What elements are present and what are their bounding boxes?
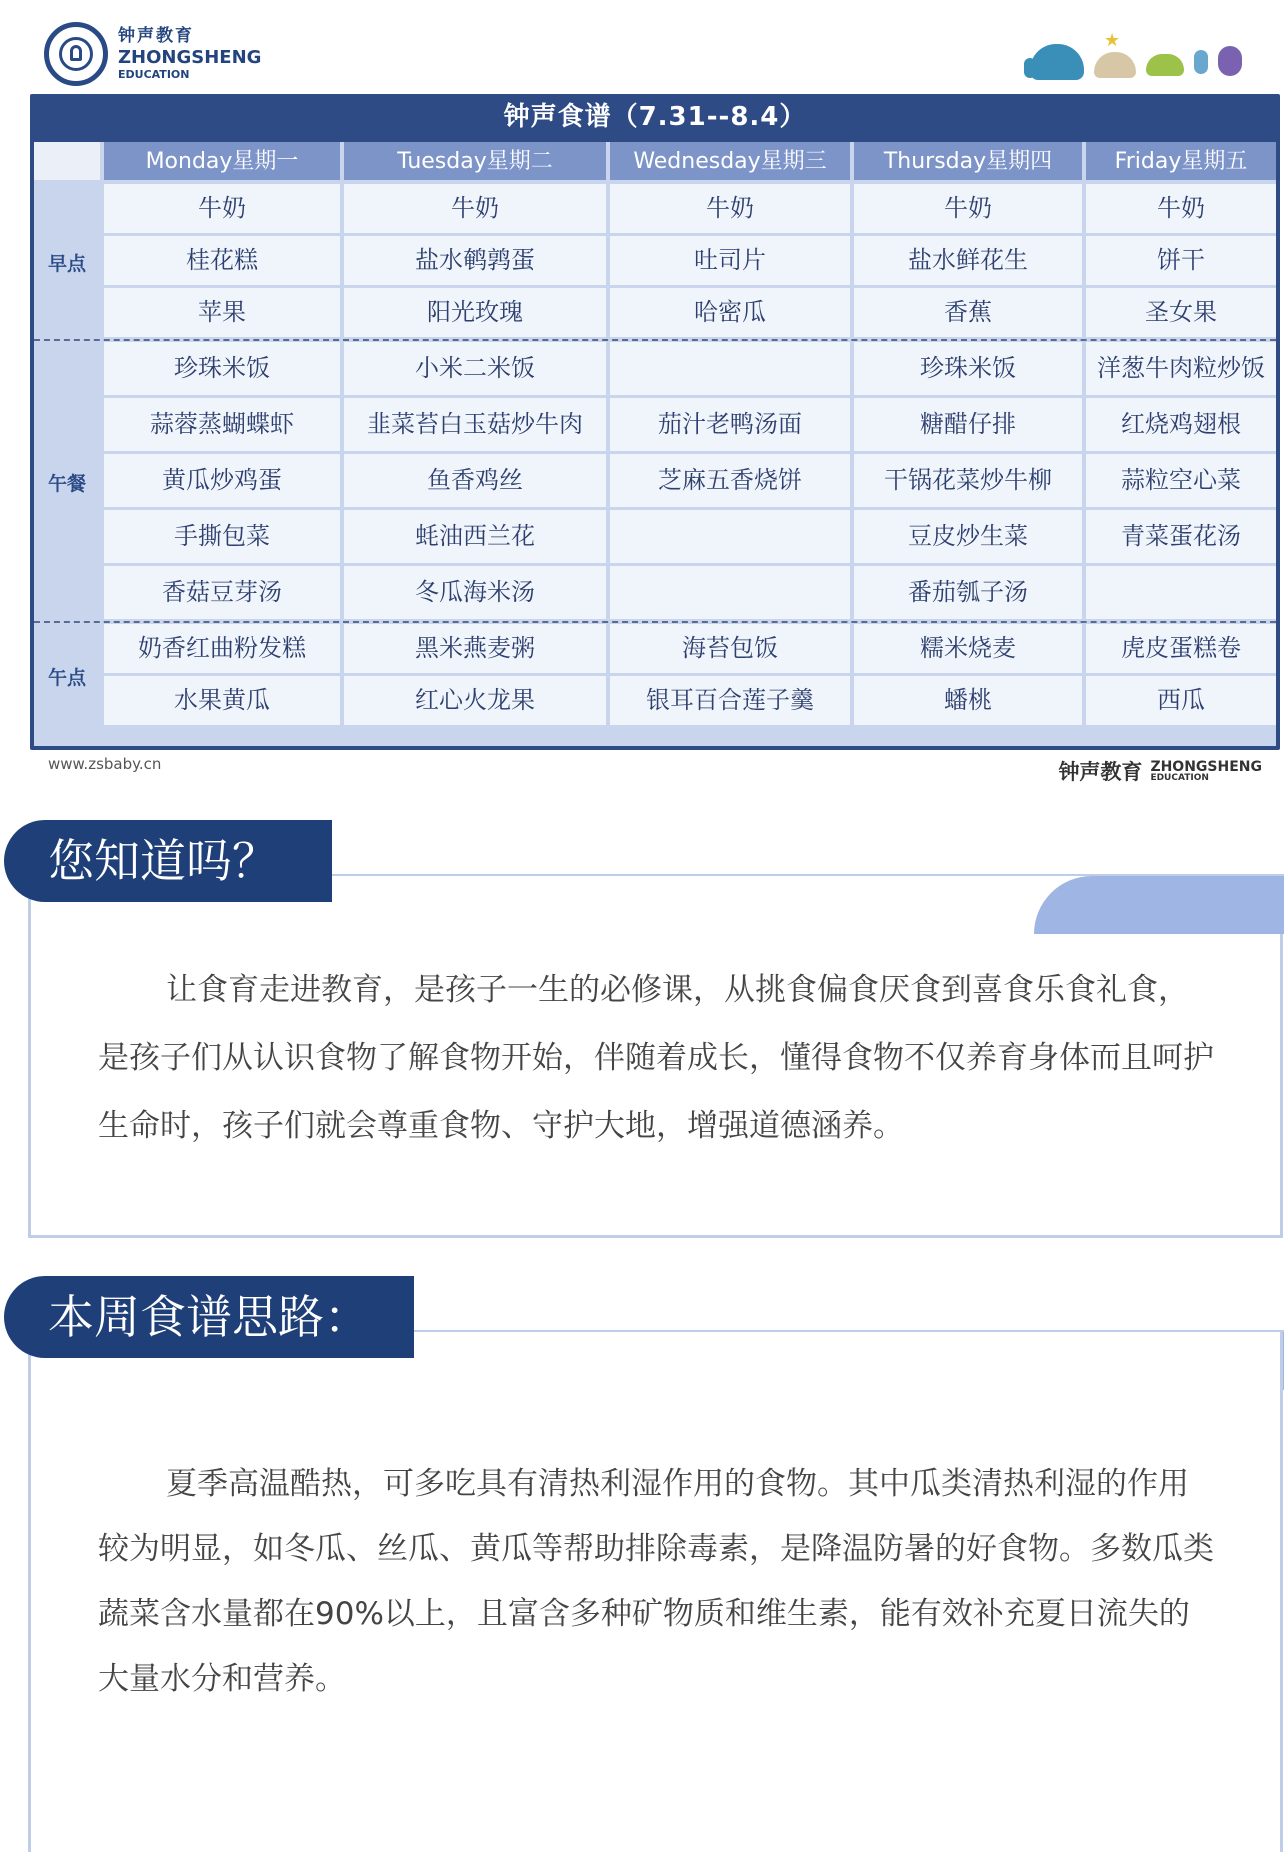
day-header: Thursday星期四 <box>854 142 1082 180</box>
menu-cell: 黑米燕麦粥 <box>344 624 606 673</box>
menu-cell: 银耳百合莲子羹 <box>610 676 850 725</box>
logo-text <box>118 28 261 80</box>
menu-cell: 鱼香鸡丝 <box>344 454 606 507</box>
animal-parade-icon <box>1030 30 1260 84</box>
menu-cell: 牛奶 <box>1086 184 1276 233</box>
menu-cell: 红心火龙果 <box>344 676 606 725</box>
meal-divider <box>34 621 1276 623</box>
elephant-icon <box>1030 44 1084 80</box>
menu-cell: 牛奶 <box>610 184 850 233</box>
logo-sub: EDUCATION <box>118 68 190 81</box>
menu-cell: 香蕉 <box>854 288 1082 337</box>
day-header: Friday星期五 <box>1086 142 1276 180</box>
logo-cn: 钟声教育 <box>118 26 194 46</box>
menu-cell: 手撕包菜 <box>104 510 340 563</box>
menu-cell: 番茄瓠子汤 <box>854 566 1082 619</box>
footer-brand-cn: 钟声教育 <box>1058 760 1143 784</box>
menu-cell: 小米二米饭 <box>344 342 606 395</box>
menu-cell: 蒜蓉蒸蝴蝶虾 <box>104 398 340 451</box>
footer-brand-en <box>1150 760 1262 783</box>
menu-cell: 饼干 <box>1086 236 1276 285</box>
menu-cell: 糯米烧麦 <box>854 624 1082 673</box>
menu-cell: 茄汁老鸭汤面 <box>610 398 850 451</box>
meal-label: 早点 <box>47 253 86 275</box>
section-title: 您知道吗？ <box>4 820 332 902</box>
menu-cell: 吐司片 <box>610 236 850 285</box>
section-title: 本周食谱思路： <box>4 1276 414 1358</box>
menu-cell: 盐水鲜花生 <box>854 236 1082 285</box>
menu-cell: 香菇豆芽汤 <box>104 566 340 619</box>
menu-cell <box>610 566 850 619</box>
day-header-row <box>34 142 1280 180</box>
menu-cell <box>610 342 850 395</box>
star-icon: ★ <box>1104 30 1121 51</box>
footer-brand-sub: EDUCATION <box>1150 772 1209 783</box>
menu-cell: 干锅花菜炒牛柳 <box>854 454 1082 507</box>
dog-icon <box>1146 54 1184 76</box>
meal-label: 午餐 <box>47 473 86 495</box>
menu-cell: 奶香红曲粉发糕 <box>104 624 340 673</box>
bird-icon <box>1194 50 1208 74</box>
menu-cell: 冬瓜海米汤 <box>344 566 606 619</box>
menu-body <box>34 142 1276 746</box>
menu-cell: 牛奶 <box>344 184 606 233</box>
logo-en: ZHONGSHENG <box>118 47 262 68</box>
menu-cell: 苹果 <box>104 288 340 337</box>
menu-cell: 珍珠米饭 <box>104 342 340 395</box>
zhongsheng-logo <box>44 22 261 86</box>
meal-divider <box>34 339 1276 341</box>
section-corner-accent-fill <box>1034 876 1284 934</box>
cat-icon <box>1094 52 1136 78</box>
menu-cell: 青菜蛋花汤 <box>1086 510 1276 563</box>
menu-cell: 珍珠米饭 <box>854 342 1082 395</box>
menu-cell: 牛奶 <box>854 184 1082 233</box>
day-header: Wednesday星期三 <box>610 142 850 180</box>
menu-cell: 韭菜苔白玉菇炒牛肉 <box>344 398 606 451</box>
corner-cell <box>34 142 100 180</box>
menu-cell: 西瓜 <box>1086 676 1276 725</box>
section-body: 让食育走进教育，是孩子一生的必修课，从挑食偏食厌食到喜食乐食礼食，是孩子们从认识食物了解食物开始，伴随着成长，懂得食物不仅养育身体而且呵护生命时，孩子们就会尊重食物、守护大地，增强道德涵养。 <box>98 972 1214 1144</box>
menu-cell: 黄瓜炒鸡蛋 <box>104 454 340 507</box>
meal-label: 午点 <box>47 667 86 689</box>
day-header: Monday星期一 <box>104 142 340 180</box>
menu-cell: 蚝油西兰花 <box>344 510 606 563</box>
menu-cell: 水果黄瓜 <box>104 676 340 725</box>
menu-cell: 豆皮炒生菜 <box>854 510 1082 563</box>
school-seal-icon <box>44 22 108 86</box>
section-did-you-know <box>0 820 1284 1240</box>
menu-cell <box>1086 566 1276 619</box>
menu-cell: 洋葱牛肉粒炒饭 <box>1086 342 1276 395</box>
menu-cell: 盐水鹌鹑蛋 <box>344 236 606 285</box>
menu-cell: 圣女果 <box>1086 288 1276 337</box>
footer-brand <box>1058 756 1262 786</box>
menu-cell: 糖醋仔排 <box>854 398 1082 451</box>
section-menu-idea <box>0 1276 1284 1839</box>
menu-table <box>30 94 1280 750</box>
menu-cell: 蒜粒空心菜 <box>1086 454 1276 507</box>
elephant-trunk-icon <box>1024 58 1036 78</box>
menu-cell: 海苔包饭 <box>610 624 850 673</box>
monkey-icon <box>1218 46 1242 76</box>
menu-cell: 芝麻五香烧饼 <box>610 454 850 507</box>
menu-cell <box>610 510 850 563</box>
menu-cell: 桂花糕 <box>104 236 340 285</box>
section-body: 夏季高温酷热，可多吃具有清热利湿作用的食物。其中瓜类清热利湿的作用较为明显，如冬瓜、丝瓜、黄瓜等帮助排除毒素，是降温防暑的好食物。多数瓜类蔬菜含水量都在90%以上，且富含多种矿物质和维生素，能有效补充夏日流失的大量水分和营养。 <box>98 1466 1214 1697</box>
menu-cell: 阳光玫瑰 <box>344 288 606 337</box>
menu-cell: 虎皮蛋糕卷 <box>1086 624 1276 673</box>
menu-title: 钟声食谱（7.31--8.4） <box>503 102 807 132</box>
footer-brand-en-text: ZHONGSHENG <box>1150 758 1262 775</box>
menu-cell: 红烧鸡翅根 <box>1086 398 1276 451</box>
day-header: Tuesday星期二 <box>344 142 606 180</box>
menu-cell: 蟠桃 <box>854 676 1082 725</box>
menu-cell: 哈密瓜 <box>610 288 850 337</box>
website-link[interactable]: www.zsbaby.cn <box>48 755 162 773</box>
menu-cell: 牛奶 <box>104 184 340 233</box>
